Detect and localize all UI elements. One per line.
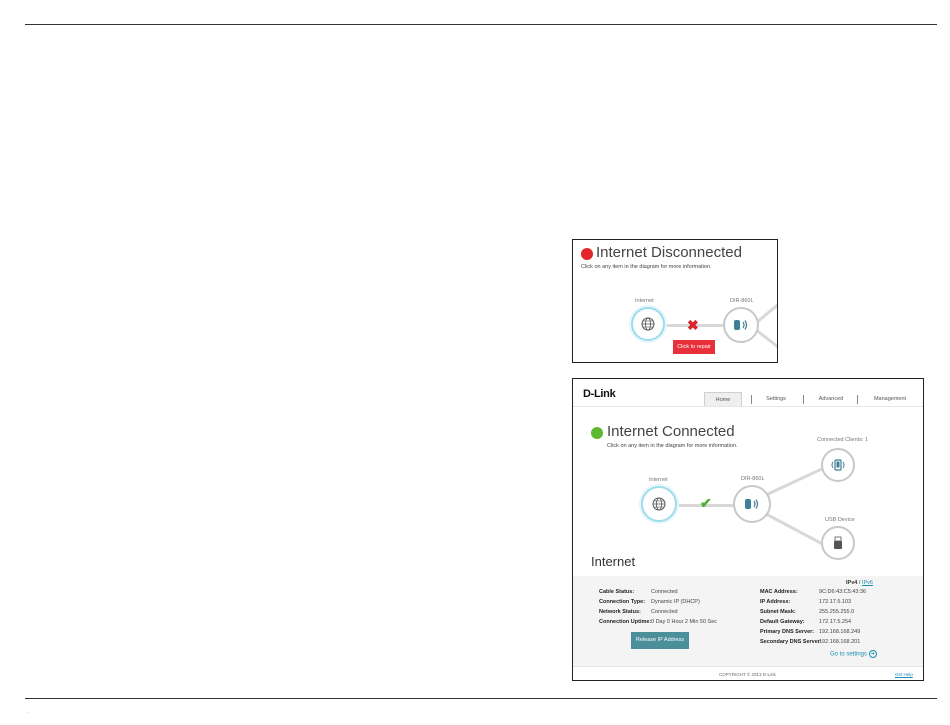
internet-node[interactable] bbox=[641, 486, 677, 522]
go-to-settings-label: Go to settings bbox=[830, 651, 868, 658]
info-value: Dynamic IP (DHCP) bbox=[651, 599, 700, 605]
nav-advanced[interactable]: Advanced bbox=[818, 396, 844, 402]
info-row-ip-address bbox=[760, 599, 852, 605]
release-ip-button[interactable]: Release IP Address bbox=[631, 632, 689, 649]
info-value: 9C:D6:43:C5:43:36 bbox=[819, 589, 867, 595]
internet-node[interactable] bbox=[631, 307, 665, 341]
dlink-logo: D-Link bbox=[583, 388, 616, 400]
router-label: DIR-860L bbox=[741, 476, 765, 482]
disconnected-title: Internet Disconnected bbox=[596, 244, 742, 261]
info-row-default-gateway bbox=[760, 619, 852, 625]
internet-section-title: Internet bbox=[591, 554, 636, 569]
copyright-text: COPYRIGHT © 2013 D-Link bbox=[719, 672, 776, 677]
info-row-connection-uptime bbox=[599, 619, 718, 625]
connected-clients-label: Connected Clients: 1 bbox=[817, 437, 869, 443]
info-value: 172.17.5.254 bbox=[819, 619, 852, 625]
click-to-repair-button[interactable]: Click to repair bbox=[673, 340, 715, 354]
info-label: Cable Status: bbox=[599, 589, 635, 595]
usb-node[interactable] bbox=[821, 526, 855, 560]
router-icon bbox=[732, 318, 750, 332]
wireless-device-icon bbox=[829, 458, 847, 472]
info-value: 192.168.168.201 bbox=[819, 639, 861, 645]
info-value: Connected bbox=[651, 589, 678, 595]
ip-version-separator: / bbox=[858, 580, 861, 586]
info-row-primary-dns bbox=[760, 629, 861, 635]
nav-home[interactable]: Home bbox=[704, 392, 742, 406]
nav-separator bbox=[751, 395, 752, 404]
connected-screenshot bbox=[572, 378, 924, 681]
info-label: Subnet Mask: bbox=[760, 609, 796, 615]
globe-icon bbox=[641, 317, 655, 331]
internet-label: Internet bbox=[649, 477, 668, 483]
info-label: Connection Type: bbox=[599, 599, 646, 605]
info-row-mac-address bbox=[760, 589, 867, 595]
info-label: Secondary DNS Server: bbox=[760, 639, 822, 645]
top-navigation-bar bbox=[573, 379, 923, 407]
info-value: 172.17.5.103 bbox=[819, 599, 852, 605]
info-label: Default Gateway: bbox=[760, 619, 805, 625]
info-value: 192.168.168.249 bbox=[819, 629, 861, 635]
get-help-link[interactable]: Get Help bbox=[895, 672, 913, 677]
info-value: 0 Day 0 Hour 2 Min 50 Sec bbox=[651, 619, 718, 625]
info-row-cable-status bbox=[599, 589, 678, 595]
ip-version-toggle bbox=[846, 580, 873, 586]
nav-management[interactable]: Management bbox=[873, 396, 907, 402]
usb-device-label: USB Device bbox=[825, 517, 855, 523]
info-value: 255.255.255.0 bbox=[819, 609, 855, 615]
info-row-subnet-mask bbox=[760, 609, 855, 615]
info-label: IP Address: bbox=[760, 599, 791, 605]
disconnected-x-icon: ✖ bbox=[687, 317, 699, 333]
info-label: Primary DNS Server: bbox=[760, 629, 815, 635]
top-rule bbox=[25, 24, 937, 25]
go-to-settings-link[interactable] bbox=[830, 650, 877, 658]
info-row-secondary-dns bbox=[760, 639, 861, 645]
connected-title: Internet Connected bbox=[607, 423, 735, 440]
disconnected-screenshot bbox=[572, 239, 778, 363]
info-row-connection-type bbox=[599, 599, 700, 605]
info-value: Connected bbox=[651, 609, 678, 615]
globe-icon bbox=[652, 497, 666, 511]
arrow-right-icon: ➜ bbox=[870, 651, 875, 657]
router-node[interactable] bbox=[733, 485, 771, 523]
ipv4-tab[interactable]: IPv4 bbox=[846, 580, 858, 586]
nav-settings[interactable]: Settings bbox=[766, 396, 786, 402]
router-label: DIR-860L bbox=[730, 298, 754, 304]
nav-separator bbox=[803, 395, 804, 404]
nav-separator bbox=[857, 395, 858, 404]
info-label: Network Status: bbox=[599, 609, 641, 615]
status-red-dot bbox=[581, 248, 593, 260]
internet-label: Internet bbox=[635, 298, 654, 304]
connected-check-icon: ✔ bbox=[700, 495, 712, 511]
diagram-hint: Click on any item in the diagram for more information. bbox=[581, 264, 712, 270]
router-icon bbox=[743, 497, 761, 511]
page-marker: . bbox=[28, 709, 30, 715]
status-green-dot bbox=[591, 427, 603, 439]
clients-node[interactable] bbox=[821, 448, 855, 482]
info-label: Connection Uptime: bbox=[599, 619, 652, 625]
footer bbox=[573, 666, 923, 681]
ipv6-link[interactable]: IPv6 bbox=[861, 580, 873, 586]
diagram-hint: Click on any item in the diagram for more information. bbox=[607, 443, 738, 449]
info-row-network-status bbox=[599, 609, 678, 615]
router-node[interactable] bbox=[723, 307, 759, 343]
usb-icon bbox=[833, 536, 843, 550]
info-label: MAC Address: bbox=[760, 589, 798, 595]
bottom-rule bbox=[25, 698, 937, 699]
